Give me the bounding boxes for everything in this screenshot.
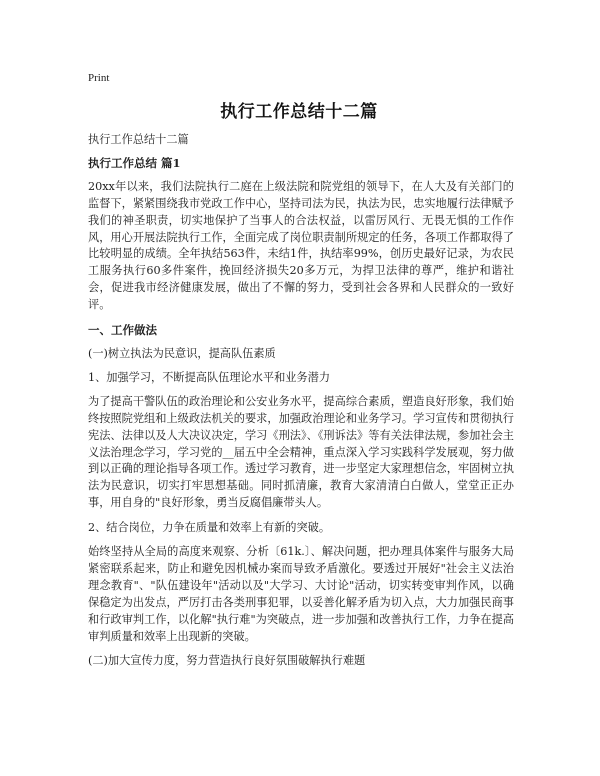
item-1-2-heading: 2、结合岗位，力争在质量和效率上有新的突破。 [88, 521, 331, 535]
item-1-heading: (一)树立执法为民意识，提高队伍素质 [88, 346, 276, 360]
heading-work-methods: 一、工作做法 [88, 323, 157, 338]
document-body [88, 132, 514, 677]
document-subtitle: 执行工作总结十二篇 [88, 133, 189, 146]
paragraph-position: 始终坚持从全局的高度来观察、分析〔61k.〕、解决问题，把办理具体案件与服务大局紧密联系起来，防止和避免因机械办案而导致矛盾激化。要透过开展好"社会主义法治理念教育"、"队伍建设年"活动以及"大学习、大讨论"活动，切实转变审判作风，以确保稳定为出发点，严厉打击各类刑事犯罪，以妥善化解矛盾为切入点，大力加强民商事和行政审判工作，以化解"执行难"为突破点，进一步加强和改善执行工作，力争在提高审判质量和效率上出现新的突破。 [88, 545, 514, 643]
item-1-1-heading: 1、加强学习，不断提高队伍理论水平和业务潜力 [88, 370, 331, 384]
paragraph-intro: 20xx年以来，我们法院执行二庭在上级法院和院党组的领导下，在人大及有关部门的监督下，紧紧围绕我市党政工作中心，坚持司法为民，执法为民，忠实地履行法律赋予我们的神圣职责，切实地保护了当事人的合法权益，以雷厉风行、无畏无惧的工作作风，用心开展法院执行工作，全面完成了岗位职责制所规定的任务，各项工作都取得了比较明显的成绩。全年执结563件，未结1件，执结率99%，创历史最好记录，为农民工服务执行60多件案件，挽回经济损失20多万元，为捍卫法律的尊严，维护和谐社会，促进我市经济健康发展，做出了不懈的努力，受到社会各界和人民群众的一致好评。 [88, 179, 514, 312]
document-title: 执行工作总结十二篇 [220, 102, 378, 122]
paragraph-study: 为了提高干警队伍的政治理论和公安业务水平，提高综合素质，塑造良好形象，我们始终按照院党组和上级政法机关的要求，加强政治理论和业务学习。学习宣传和贯彻执行宪法、法律以及人大决议决定，学习《刑法》、《刑诉法》等有关法律法规，参加社会主义法治理念学习，学习党的__届五中全会精神，重点深入学习实践科学发展观，努力做到以正确的理论指导各项工作。透过学习教育，进一步坚定大家理想信念，牢固树立执法为民意识，切实打牢思想基础。同时抓清廉，教育大家清清白白做人，堂堂正正办事，用自身的"良好形象，勇当反腐倡廉带头人。 [88, 394, 514, 510]
item-2-heading: (二)加大宣传力度，努力营造执行良好氛围破解执行难题 [88, 654, 366, 668]
print-label[interactable]: Print [88, 72, 110, 84]
section-heading-1: 执行工作总结 篇1 [88, 155, 181, 170]
